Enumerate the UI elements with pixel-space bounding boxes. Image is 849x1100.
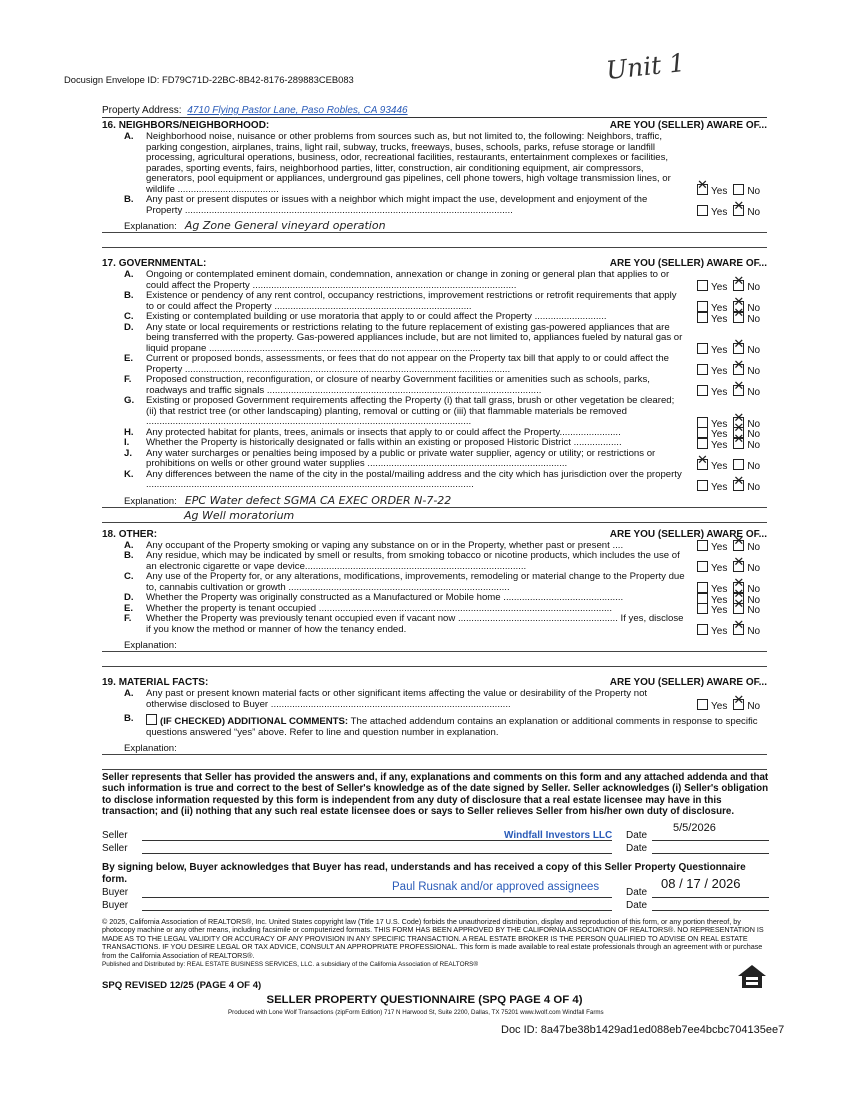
yes-label: Yes (711, 481, 728, 493)
seller-date-line[interactable] (652, 840, 769, 841)
seller-signature-row-2 (102, 843, 769, 855)
yes-checkbox[interactable] (697, 603, 708, 614)
yes-checkbox[interactable] (697, 699, 708, 710)
yes-checkbox[interactable] (697, 280, 708, 291)
yes-label: Yes (711, 584, 728, 595)
no-checkbox[interactable] (733, 184, 744, 195)
yes-label: Yes (711, 626, 728, 637)
buyer-signature-row-1 (102, 876, 769, 899)
no-checkbox[interactable] (733, 561, 744, 572)
no-label: No (747, 460, 761, 472)
no-checkbox[interactable] (733, 540, 744, 551)
yes-label: Yes (711, 303, 728, 314)
section-number: 16. (102, 120, 116, 131)
question-text: Existing or contemplated building or use moratoria that apply to or could affect the Property ........................... (146, 311, 607, 322)
explanation-line[interactable] (102, 494, 767, 508)
addendum-letter: B. (124, 713, 134, 724)
yes-label: Yes (711, 429, 728, 440)
buyer-label: Buyer (102, 900, 129, 911)
seller-signature-row-1 (102, 822, 769, 842)
section-title: GOVERNMENTAL: (118, 258, 207, 269)
yes-checkbox[interactable] (697, 312, 708, 323)
explanation-line-2[interactable] (102, 756, 767, 770)
question-text: Any differences between the name of the city in the postal/mailing address and the city which has jurisdiction over the property ........................................................................................................................... (146, 468, 682, 490)
yes-no-choice (697, 312, 767, 323)
question-row (102, 470, 767, 491)
no-label: No (747, 186, 761, 197)
buyer-signature-line[interactable] (142, 910, 612, 911)
section-19 (102, 677, 767, 770)
no-label: No (747, 303, 761, 314)
question-row (102, 572, 767, 593)
question-letter: I. (124, 437, 130, 448)
date-label: Date (626, 887, 648, 898)
property-address-value[interactable]: 4710 Flying Pastor Lane, Paso Robles, CA 93446 (187, 105, 408, 116)
question-text: Any use of the Property for, or any alterations, modifications, improvements, remodeling or material change to the Property due to, cannabis cultivation or growth ................................................................................... (146, 571, 685, 593)
yes-label: Yes (711, 460, 728, 472)
yes-label: Yes (711, 387, 728, 398)
yes-no-choice (697, 624, 767, 635)
question-text: Any protected habitat for plants, trees, animals or insects that apply to or could affect the Property....................... (146, 426, 621, 438)
yes-label: Yes (711, 345, 728, 356)
doc-id: Doc ID: 8a47be38b1429ad1ed088eb7ee4bcbc704135ee7 (501, 1024, 785, 1036)
no-checkbox[interactable] (733, 624, 744, 635)
yes-no-choice (697, 540, 767, 551)
question-letter: B. (124, 194, 134, 205)
explanation-line[interactable] (102, 219, 767, 233)
question-row (102, 195, 767, 216)
no-label: No (747, 345, 761, 356)
section-18 (102, 529, 767, 668)
published-by: Published and Distributed by: REAL ESTATE BUSINESS SERVICES, LLC. a subsidiary of the California Association of REALTORS® (102, 961, 479, 969)
explanation-line-2[interactable] (102, 653, 767, 667)
question-letter: A. (124, 539, 134, 551)
question-text: Any water surcharges or penalties being imposed by a public or private water supplier, agency or utility; or restrictions or prohibitions on wells or other ground water supplies ........................................................................... (146, 447, 656, 469)
buyer-signature-row-2 (102, 900, 769, 912)
question-letter: D. (124, 321, 134, 333)
question-text: Neighborhood noise, nuisance or other problems from sources such as, but not limited to, the following: Neighbors, traffic, parking congestion, airplanes, trains, light rail, subway, trucks, freeways, buses, schools, parks, refuse storage or landfill processing, agricultural operations, business, odor, recreational facilities, restaurants, entertainment complexes or facilities, parades, sporting events, fairs, neighborhood parties, litter, construction, air conditioning equipment, air compressors, generators, pool equipment or appliances, underground gas pipelines, cell phone towers, high voltage transmission lines, or wildlife ...................................... (146, 131, 671, 195)
buyer-name: Paul Rusnak and/or approved assignees (392, 881, 600, 893)
question-text: Existing or proposed Government requirements affecting the Property (i) that tall grass, brush or other vegetation be cleared; (ii) that restrict tree (or other landscaping) planting, removal or cutting or (iii) that flammable materials be removed .......................................................................................................................... (146, 395, 675, 427)
seller-certification: Seller represents that Seller has provided the answers and, if any, explanations and comments on this form and any attached addenda and that such information is true and correct to the best of Seller's knowledge as of the date signed by Seller. Seller acknowledges (i) Seller's obligation to disclose information requested by this form is independent from any duty of disclosure that a real estate licensee may have in this transaction; and (ii) nothing that any such real estate licensee does or says to Seller relieves Seller from his/her own duty of disclosure. (102, 772, 769, 818)
section-17 (102, 258, 767, 523)
question-row (102, 551, 767, 572)
no-checkbox[interactable] (733, 603, 744, 614)
question-letter: C. (124, 571, 134, 582)
question-letter: A. (124, 688, 134, 699)
section-title: MATERIAL FACTS: (118, 677, 209, 688)
explanation-line[interactable] (102, 638, 767, 652)
no-checkbox[interactable] (733, 312, 744, 323)
date-label: Date (626, 900, 648, 911)
question-letter: D. (124, 592, 134, 603)
yes-label: Yes (711, 313, 728, 325)
no-label: No (747, 594, 761, 606)
question-text: Ongoing or contemplated eminent domain, condemnation, annexation or change in zoning or general plan that applies to or could affect the Property ................................................................................................... (146, 269, 670, 291)
no-checkbox[interactable] (733, 364, 744, 375)
question-row (102, 132, 767, 195)
addendum-label: (IF CHECKED) ADDITIONAL COMMENTS: (160, 716, 349, 727)
yes-no-choice (697, 280, 767, 291)
yes-no-choice (697, 364, 767, 375)
question-letter: J. (124, 447, 133, 459)
question-letter: F. (124, 374, 132, 385)
yes-checkbox[interactable] (697, 624, 708, 635)
explanation-line-2[interactable] (102, 234, 767, 248)
yes-label: Yes (711, 594, 728, 606)
no-checkbox[interactable] (733, 280, 744, 291)
question-text: Any state or local requirements or restrictions relating to the future replacement of existing gas-powered appliances that are being transferred with the property. Gas-powered appliances include, but are not limited to, appliances fueled by natural gas or liquid propane ...................................................................................................... (146, 321, 683, 354)
yes-no-choice (697, 480, 767, 491)
no-label: No (747, 313, 761, 325)
yes-checkbox[interactable] (697, 343, 708, 354)
section-title: OTHER: (118, 528, 158, 540)
explanation-text: Ag Zone General vineyard operation (184, 219, 386, 232)
buyer-date: 08 / 17 / 2026 (661, 876, 741, 891)
question-row (102, 614, 767, 635)
envelope-id: Docusign Envelope ID: FD79C71D-22BC-8B42-8176-289883CEB083 (64, 74, 354, 85)
question-letter: E. (124, 353, 134, 364)
question-text: Any past or present known material facts or other significant items affecting the value or desirability of the Property not otherwise disclosed to Buyer .......................................................................................... (146, 688, 648, 710)
property-address-label: Property Address: (102, 105, 182, 116)
question-text: Whether the property is tenant occupied .............................................................................................................. (146, 602, 612, 614)
buyer-label: Buyer (102, 887, 129, 898)
yes-checkbox[interactable] (697, 301, 708, 312)
buyer-date-line[interactable] (652, 897, 769, 898)
copyright-notice (102, 918, 769, 969)
yes-checkbox[interactable] (697, 427, 708, 438)
buyer-acknowledgment: By signing below, Buyer acknowledges that Buyer has read, understands and has received a copy of this Seller Property Questionnaire form. (102, 862, 746, 885)
no-checkbox[interactable] (733, 343, 744, 354)
yes-label: Yes (711, 186, 728, 197)
yes-checkbox[interactable] (697, 205, 708, 216)
no-checkbox[interactable] (733, 385, 744, 396)
questionnaire-sections (102, 120, 767, 771)
no-label: No (747, 605, 761, 616)
addendum-checkbox[interactable] (146, 714, 157, 725)
explanation-label: Explanation: (124, 221, 177, 232)
question-text: Whether the Property is historically designated or falls within an existing or proposed Historic District .................. (146, 437, 622, 448)
question-text: Any occupant of the Property smoking or vaping any substance on or in the Property, whether past or present .... (146, 539, 624, 551)
question-row (102, 291, 767, 312)
question-letter: A. (124, 269, 134, 280)
yes-checkbox[interactable] (697, 417, 708, 428)
question-text: Whether the Property was originally constructed as a Manufactured or Mobile home ............................................. (146, 592, 624, 603)
seller-date-line[interactable] (652, 853, 769, 854)
explanation-text-2: Ag Well moratorium (184, 508, 295, 522)
no-label: No (747, 563, 761, 574)
yes-no-choice (697, 603, 767, 614)
yes-no-choice (697, 427, 767, 438)
seller-label: Seller (102, 830, 128, 841)
question-text: Whether the Property was previously tenant occupied even if vacant now ............................................................ If yes, disclose if you know the method or manner of how the tenancy ended. (146, 613, 684, 635)
no-label: No (747, 584, 761, 595)
no-checkbox[interactable] (733, 205, 744, 216)
section-title: NEIGHBORS/NEIGHBORHOOD: (118, 120, 270, 131)
yes-no-choice (697, 343, 767, 354)
question-row (102, 449, 767, 470)
no-checkbox[interactable] (733, 699, 744, 710)
yes-checkbox[interactable] (697, 385, 708, 396)
no-label: No (747, 626, 761, 637)
no-label: No (747, 207, 761, 218)
no-checkbox[interactable] (733, 459, 744, 470)
copyright-text: © 2025, California Association of REALTORS®, Inc. United States copyright law (Title 17 U.S. Code) forbids the unauthorized distribution, display and reproduction of this form, or any portion thereof, by photocopy machine or any other means, including facsimile or computerized formats. THIS FORM HAS BEEN APPROVED BY THE CALIFORNIA ASSOCIATION OF REALTORS®. NO REPRESENTATION IS MADE AS TO THE LEGAL VALIDITY OR ACCURACY OF ANY PROVISION IN ANY SPECIFIC TRANSACTION. A REAL ESTATE BROKER IS THE PERSON QUALIFIED TO ADVISE ON REAL ESTATE TRANSACTIONS. IF YOU DESIRE LEGAL OR TAX ADVICE, CONSULT AN APPROPRIATE PROFESSIONAL. This form is made available to real estate professionals through an agreement with or purchase from the California Association of REALTORS®. (102, 917, 764, 960)
buyer-date-line[interactable] (652, 910, 769, 911)
yes-label: Yes (711, 563, 728, 574)
question-letter: H. (124, 426, 134, 438)
yes-label: Yes (711, 605, 728, 616)
question-text: Any past or present disputes or issues with a neighbor which might impact the use, development and enjoyment of the Property ........................................................................................................................... (146, 194, 648, 216)
yes-checkbox[interactable] (697, 582, 708, 593)
question-letter: B. (124, 550, 134, 561)
yes-no-choice (697, 301, 767, 312)
yes-checkbox[interactable] (697, 540, 708, 551)
no-label: No (747, 481, 761, 493)
yes-no-choice (697, 205, 767, 216)
yes-label: Yes (711, 207, 728, 218)
section-number: 17. (102, 258, 116, 269)
question-row (102, 375, 767, 396)
yes-no-choice (697, 459, 767, 470)
question-text: Current or proposed bonds, assessments, or fees that do not appear on the Property tax bill that apply to or could affect the Property .......................................................................................................................... (146, 353, 669, 375)
explanation-line-2[interactable] (102, 509, 767, 523)
section-number: 18. (102, 528, 116, 540)
no-label: No (747, 429, 761, 440)
yes-checkbox[interactable] (697, 184, 708, 195)
question-letter: C. (124, 311, 134, 322)
question-row (102, 396, 767, 428)
addendum-text: The attached addendum contains an explanation or additional comments in response to specific questions answered “yes” above. Refer to line and question number in explanation. (146, 716, 758, 738)
yes-checkbox[interactable] (697, 364, 708, 375)
explanation-label: Explanation: (124, 495, 177, 507)
yes-no-choice (697, 184, 767, 195)
handwritten-unit-note: Unit 1 (604, 47, 687, 86)
footer-title: SELLER PROPERTY QUESTIONNAIRE (SPQ PAGE 4 OF 4) (266, 994, 583, 1006)
yes-label: Yes (711, 542, 728, 553)
yes-no-choice (697, 582, 767, 593)
yes-no-choice (697, 699, 767, 710)
question-letter: F. (124, 613, 132, 624)
question-row (102, 270, 767, 291)
yes-checkbox[interactable] (697, 593, 708, 604)
equal-housing-opportunity-icon (736, 962, 768, 994)
question-letter: B. (124, 290, 134, 301)
explanation-line[interactable] (102, 741, 767, 755)
no-checkbox[interactable] (733, 480, 744, 491)
yes-label: Yes (711, 418, 728, 430)
aware-header: ARE YOU (SELLER) AWARE OF... (609, 528, 767, 540)
yes-no-choice (697, 561, 767, 572)
question-letter: K. (124, 468, 134, 480)
no-checkbox[interactable] (733, 438, 744, 449)
no-label: No (747, 701, 761, 712)
question-letter: A. (124, 131, 134, 142)
section-number: 19. (102, 677, 116, 688)
no-label: No (747, 418, 761, 430)
property-address-line (102, 105, 767, 118)
yes-no-choice (697, 438, 767, 449)
date-label: Date (626, 830, 648, 841)
yes-no-choice (697, 417, 767, 428)
produced-with: Produced with Lone Wolf Transactions (zipForm Edition) 717 N Harwood St, Suite 2200, Dallas, TX 75201 www.lwolf.com Windfall Farms (228, 1009, 604, 1016)
yes-checkbox[interactable] (697, 459, 708, 470)
yes-no-choice (697, 593, 767, 604)
no-label: No (747, 387, 761, 398)
yes-checkbox[interactable] (697, 480, 708, 491)
question-text: Proposed construction, reconfiguration, or closure of nearby Government facilities or amenities such as schools, parks, roadways and traffic signals ....................................................................................................... (146, 374, 650, 396)
question-letter: E. (124, 602, 134, 614)
no-label: No (747, 542, 761, 553)
explanation-label: Explanation: (124, 743, 177, 754)
yes-label: Yes (711, 366, 728, 377)
no-label: No (747, 282, 761, 293)
date-label: Date (626, 843, 648, 854)
yes-label: Yes (711, 282, 728, 293)
yes-checkbox[interactable] (697, 561, 708, 572)
question-row (102, 689, 767, 710)
yes-no-choice (697, 385, 767, 396)
no-label: No (747, 439, 761, 451)
addendum-row (102, 714, 767, 738)
yes-label: Yes (711, 701, 728, 712)
aware-header: ARE YOU (SELLER) AWARE OF... (609, 258, 767, 269)
seller-name: Windfall Investors LLC (504, 830, 613, 841)
question-text: Existence or pendency of any rent control, occupancy restrictions, improvement restrictions or retrofit requirements that apply to or could affect the Property .......................................................................... (146, 290, 677, 312)
seller-label: Seller (102, 843, 128, 854)
explanation-text: EPC Water defect SGMA CA EXEC ORDER N-7-22 (184, 493, 452, 507)
explanation-label: Explanation: (124, 640, 177, 651)
seller-signature-line[interactable] (142, 853, 612, 854)
aware-header: ARE YOU (SELLER) AWARE OF... (609, 120, 767, 131)
question-row (102, 323, 767, 355)
yes-checkbox[interactable] (697, 438, 708, 449)
question-text: Any residue, which may be indicated by smell or results, from smoking tobacco or nicotine products, which includes the use of an electronic cigarette or vape device................................................................................... (146, 550, 680, 572)
seller-date: 5/5/2026 (673, 822, 716, 834)
section-16 (102, 120, 767, 248)
buyer-signature-line[interactable] (142, 897, 612, 898)
question-row (102, 354, 767, 375)
yes-label: Yes (711, 439, 728, 451)
spq-revised: SPQ REVISED 12/25 (PAGE 4 OF 4) (102, 980, 262, 991)
no-label: No (747, 366, 761, 377)
aware-header: ARE YOU (SELLER) AWARE OF... (609, 677, 767, 688)
question-letter: G. (124, 395, 135, 406)
